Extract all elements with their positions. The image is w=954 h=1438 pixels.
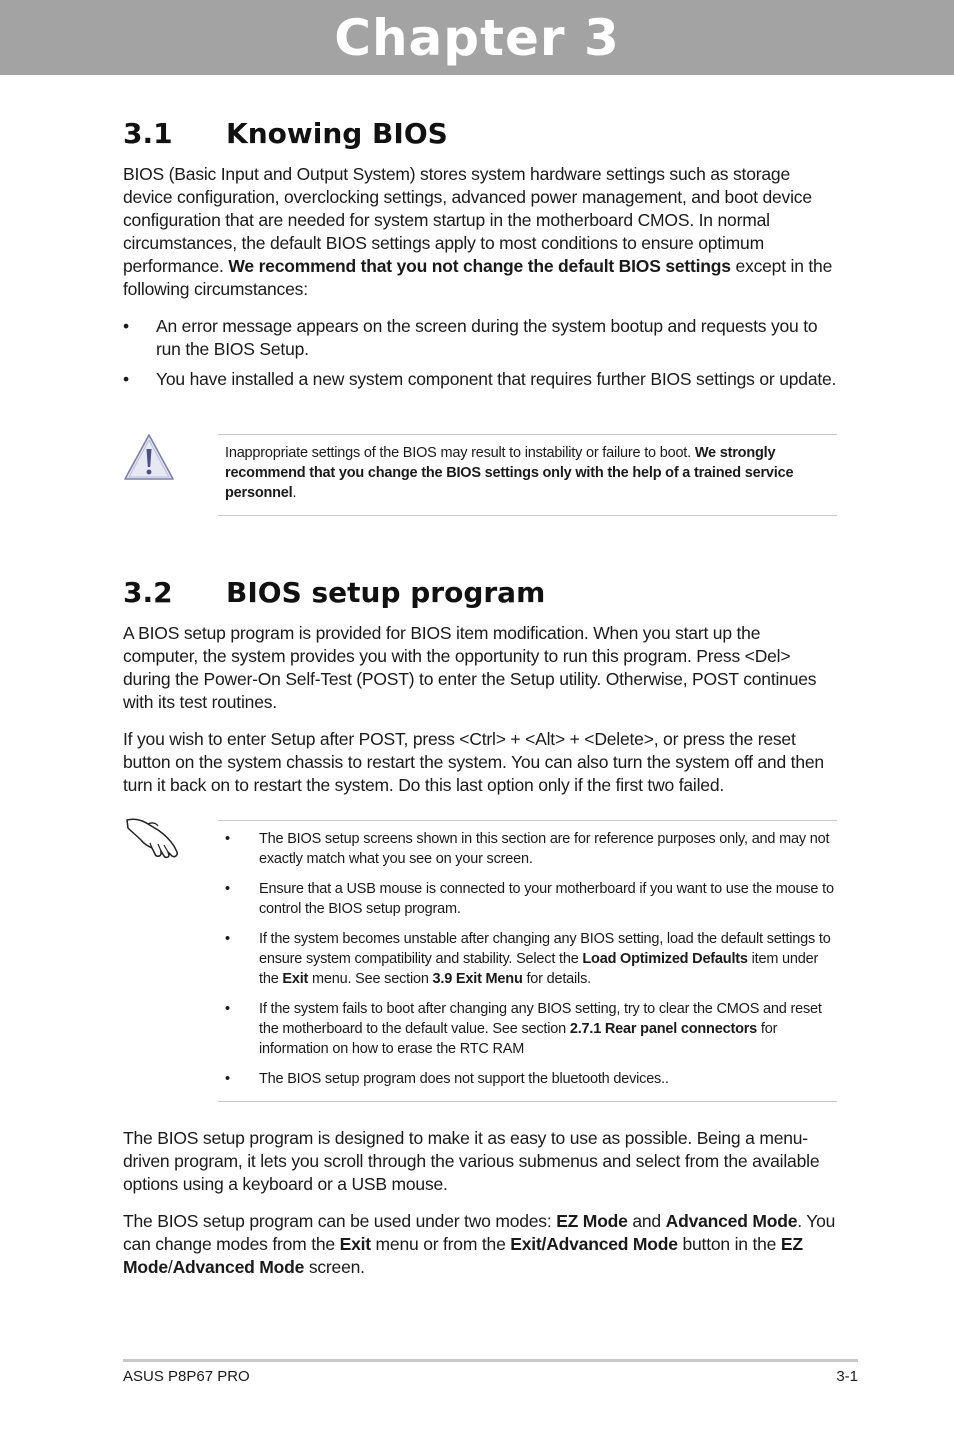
bullet-glyph: • bbox=[123, 316, 129, 336]
text-run: item under the bbox=[259, 951, 819, 987]
setup-restart-paragraph: If you wish to enter Setup after POST, press <Ctrl> + <Alt> + <Delete>, or press the reset button on the system chassis to restart the system. You can also turn the system off and then turn it back on to restart the system. Do this last option only if the first two failed. bbox=[123, 729, 824, 795]
text-run: for details. bbox=[522, 971, 591, 987]
bullet-glyph: • bbox=[225, 1071, 230, 1087]
emphasis-text: 2.7.1 Rear panel connectors bbox=[569, 1021, 758, 1037]
text-run: and bbox=[627, 1211, 666, 1231]
emphasis-text: Exit bbox=[339, 1234, 371, 1254]
section-heading-3-1 bbox=[123, 117, 448, 151]
note-list bbox=[218, 821, 837, 1089]
footer-product-name: ASUS P8P67 PRO bbox=[123, 1368, 250, 1385]
emphasis-text: Advanced Mode bbox=[665, 1211, 798, 1231]
emphasis-text: We recommend that you not change the default BIOS settings bbox=[228, 256, 731, 276]
text-run: for information on how to erase the RTC RAM bbox=[259, 1021, 778, 1057]
setup-design-paragraph: The BIOS setup program is designed to make it as easy to use as possible. Being a menu-driven program, it lets you scroll through the various submenus and select from the available options using a keyboard or a USB mouse. bbox=[123, 1128, 820, 1194]
chapter-banner bbox=[0, 0, 954, 75]
list-item bbox=[225, 829, 837, 869]
list-item bbox=[123, 315, 838, 361]
caution-text bbox=[218, 435, 837, 503]
bullet-glyph: • bbox=[123, 369, 129, 389]
list-item bbox=[225, 999, 837, 1059]
knowing-bios-paragraph bbox=[123, 163, 838, 301]
emphasis-text: Load Optimized Defaults bbox=[582, 951, 748, 967]
section-number: 3.2 bbox=[123, 576, 173, 609]
list-item bbox=[225, 929, 837, 989]
list-item bbox=[123, 368, 838, 391]
text-run: BIOS (Basic Input and Output System) stores system hardware settings such as storage device configuration, overclocking settings, advanced power management, and boot device configuration that are needed for system startup in the motherboard CMOS. In normal circumstances, the default BIOS settings apply to most conditions to ensure optimum performance. bbox=[123, 164, 812, 276]
list-item-text: The BIOS setup program does not support the bluetooth devices.. bbox=[259, 1071, 669, 1087]
setup-intro-paragraph: A BIOS setup program is provided for BIOS item modification. When you start up the computer, the system provides you with the opportunity to run this program. Press <Del> during the Power-On Self-Test (POST) to enter the Setup utility. Otherwise, POST continues with its test routines. bbox=[123, 623, 817, 712]
section-heading-3-2 bbox=[123, 576, 545, 610]
text-run: If the system becomes unstable after changing any BIOS setting, load the default settings to ensure system compatibility and stability. Select the bbox=[259, 931, 831, 967]
text-run: button in the bbox=[677, 1234, 781, 1254]
emphasis-text: Exit/Advanced Mode bbox=[510, 1234, 678, 1254]
bullet-glyph: • bbox=[225, 1001, 230, 1017]
text-run: / bbox=[167, 1257, 173, 1277]
text-run: . bbox=[292, 485, 297, 501]
list-item-text: You have installed a new system component that requires further BIOS settings or update. bbox=[156, 369, 837, 389]
text-run: Inappropriate settings of the BIOS may result to instability or failure to boot. bbox=[225, 445, 695, 461]
chapter-title: Chapter 3 bbox=[334, 9, 620, 67]
text-run: menu. See section bbox=[308, 971, 433, 987]
section-number: 3.1 bbox=[123, 117, 173, 150]
emphasis-text: We strongly recommend that you change the BIOS settings only with the help of a trained service personnel bbox=[225, 445, 794, 501]
list-item-text: The BIOS setup screens shown in this section are for reference purposes only, and may not exactly match what you see on your screen. bbox=[259, 831, 830, 867]
section-title: BIOS setup program bbox=[226, 576, 546, 609]
text-run: screen. bbox=[304, 1257, 365, 1277]
text-run: . You can change modes from the bbox=[123, 1211, 836, 1254]
list-item bbox=[225, 879, 837, 919]
text-run: menu or from the bbox=[370, 1234, 511, 1254]
emphasis-text: 3.9 Exit Menu bbox=[432, 971, 523, 987]
circumstance-list bbox=[123, 315, 838, 398]
bullet-glyph: • bbox=[225, 831, 230, 847]
list-item bbox=[225, 1069, 837, 1089]
emphasis-text: Exit bbox=[282, 971, 309, 987]
emphasis-text: EZ Mode bbox=[556, 1211, 628, 1231]
bullet-glyph: • bbox=[225, 931, 230, 947]
text-run: The BIOS setup program can be used under two modes: bbox=[123, 1211, 557, 1231]
list-item-text: An error message appears on the screen during the system bootup and requests you to run the BIOS Setup. bbox=[156, 316, 818, 359]
text-run: If the system fails to boot after changing any BIOS setting, try to clear the CMOS and reset the motherboard to the default value. See section bbox=[259, 1001, 822, 1037]
text-run: except in the following circumstances: bbox=[123, 256, 833, 299]
bullet-glyph: • bbox=[225, 881, 230, 897]
footer-divider bbox=[123, 1359, 858, 1362]
section-title: Knowing BIOS bbox=[226, 117, 448, 150]
emphasis-text: EZ Mode bbox=[123, 1234, 803, 1277]
list-item-text: Ensure that a USB mouse is connected to your motherboard if you want to use the mouse to control the BIOS setup program. bbox=[259, 881, 834, 917]
footer-page-number: 3-1 bbox=[836, 1368, 858, 1385]
warning-triangle-icon bbox=[123, 432, 175, 482]
caution-callout bbox=[218, 434, 837, 516]
emphasis-text: Advanced Mode bbox=[172, 1257, 305, 1277]
note-callout bbox=[218, 820, 837, 1102]
pointing-hand-icon bbox=[124, 814, 180, 860]
list-item-text bbox=[259, 931, 831, 987]
list-item-text bbox=[259, 1001, 822, 1057]
setup-modes-paragraph bbox=[123, 1210, 838, 1279]
